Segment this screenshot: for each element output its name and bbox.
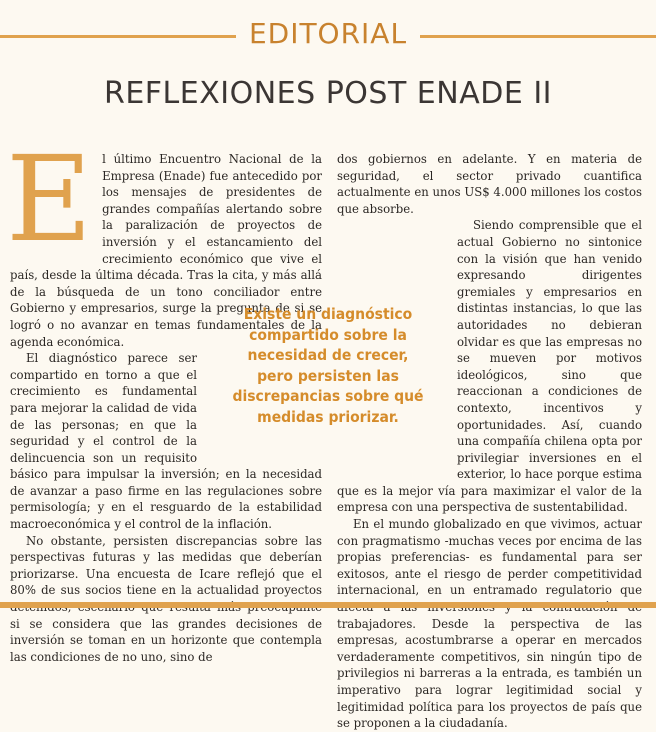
paragraph-4: dos gobiernos en adelante. Y en materia de seguridad, el sector privado cuantifica actualmente en unos US$ 4.000 millones los costos que absorbe. bbox=[337, 152, 642, 216]
paragraph-6: En el mundo globalizado en que vivimos, actuar con pragmatismo -muchas veces por encima de las propias preferencias- es fundamental para ser exitosos, ante el riesgo de perder competitividad internacional, en un entramado regulatorio que trabajadores. Desde la perspectiva de las empresas, acostumbrarse a operar en mercados verdaderamente competitivos, sin ningún tipo de privilegios ni barreras a la entrada, es también un imperativo para lograr legitimidad social y legitimidad política para los proyectos de país que se proponen a la ciudadanía. bbox=[337, 517, 642, 731]
paragraph-1: l último Encuentro Nacional de la Empresa (Enade) fue antecedido por los mensajes de presidentes de grandes compañías alertando sobre la paralización de proyectos de inversión y el estancamiento del crecimiento económico que vive el país, desde la última década. Tras la cita, y más allá de la búsqueda de un tono conciliador entre Gobierno y empresarios, surge la pregunta de si se logró o no avanzar en temas fundamentales de la agenda económica. bbox=[10, 152, 322, 349]
right-column bbox=[337, 151, 642, 732]
paragraph-5: Siendo comprensible que el actual Gobierno no sintonice con la visión que han venido expresando dirigentes gremiales y empresarios en distintas instancias, lo que las autoridades no debieran olvidar es que las empresas no se mueven por motivos ideológicos, sino que reaccionan a condiciones de contexto, incentivos y oportunidades. Así, cuando una compañía chilena opta por privilegiar inversiones en el exterior, lo hace porque estima que es la mejor vía para maximizar el valor de la empresa con una perspectiva de sustentabilidad. bbox=[337, 218, 642, 515]
bottom-rule bbox=[0, 602, 656, 608]
paragraph-3: No obstante, persisten discrepancias sobre las perspectivas futuras y las medidas que deberían priorizarse. Una encuesta de Icare reflejó que el 80% de sus socios tiene en la actualidad proyectos si se considera que las grandes decisiones de inversión se toman en un horizonte que contempla las condiciones de no uno, sino de bbox=[10, 533, 322, 664]
drop-cap: E bbox=[6, 130, 93, 268]
section-label: EDITORIAL bbox=[236, 14, 420, 54]
pull-quote: Existe un diagnóstico compartido sobre la necesidad de crecer, pero persisten las discrepancias sobre qué medidas priorizar. bbox=[232, 305, 424, 426]
paragraph-2: El diagnóstico parece ser compartido en torno a que el crecimiento es fundamental para mejorar la calidad de vida de las personas; en que la seguridad y el control de la delincuencia son un requisito básico para impulsar la inversión; en la necesidad de avanzar a paso firme en las regulaciones sobre permisología; y en el resguardo de la estabilidad macroeconómica y el control de la inflación. bbox=[10, 351, 322, 532]
headline: REFLEXIONES POST ENADE II bbox=[103, 76, 553, 111]
